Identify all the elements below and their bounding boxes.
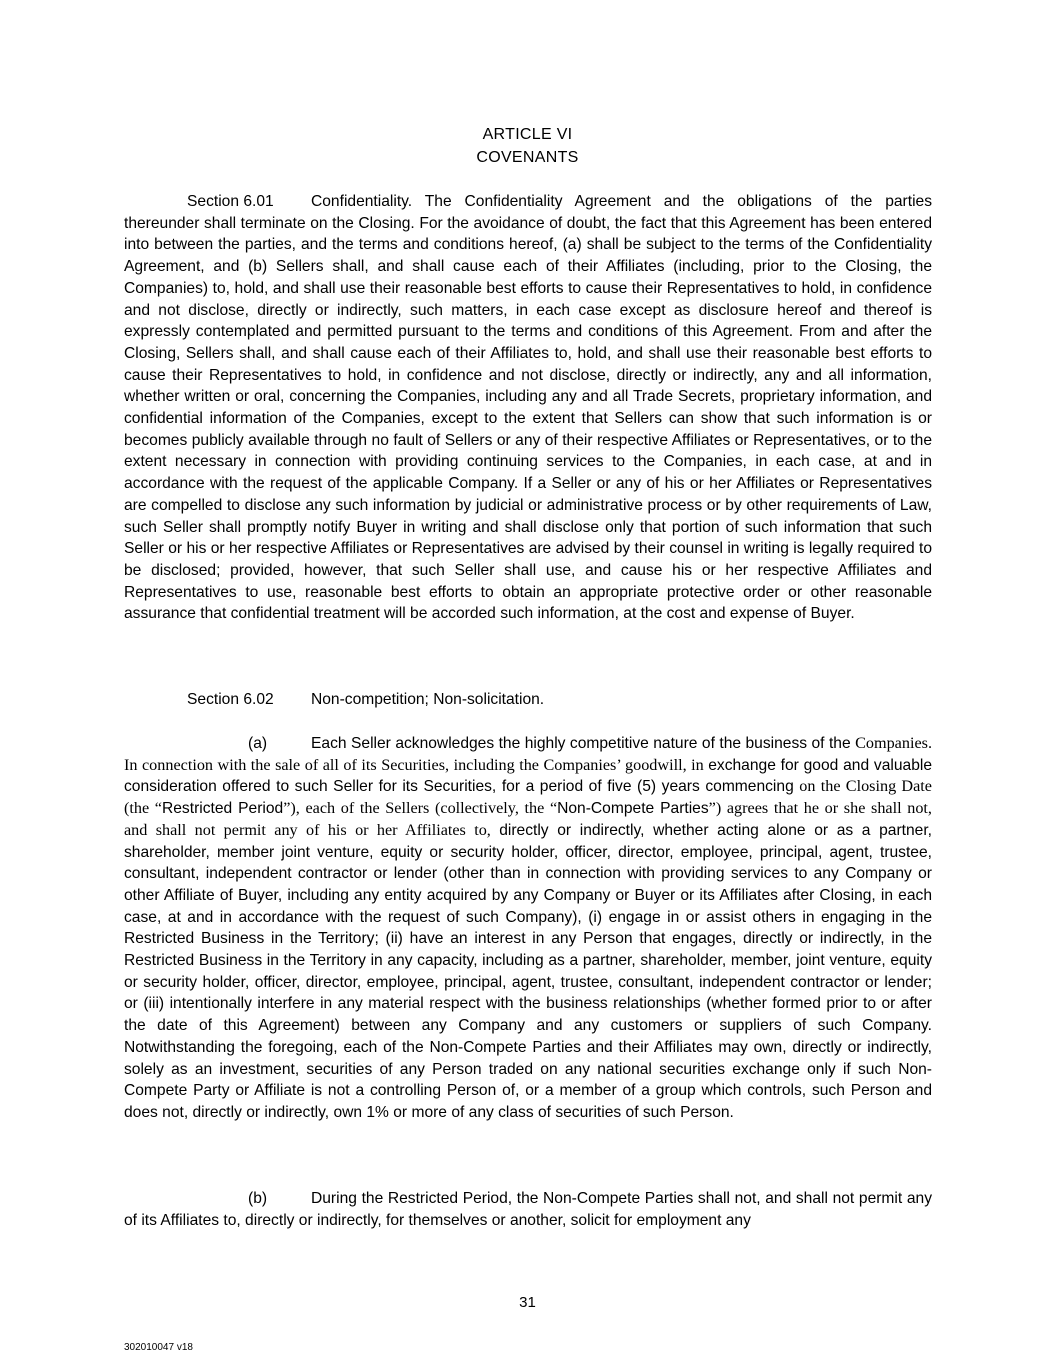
- article-number: ARTICLE VI: [482, 126, 573, 143]
- paragraph-text: During the Restricted Period, the Non-Compete Parties shall not, and shall not permit any of its Affiliates to, directly or indirectly, for themselves or another, solicit for employment any: [124, 1190, 932, 1229]
- paragraph-text: on the Closing Date (the “: [124, 777, 932, 818]
- paragraph-a: [124, 733, 932, 1124]
- article-title: COVENANTS: [476, 149, 579, 166]
- paragraph-label: (b): [248, 1190, 268, 1207]
- section-number: Section 6.02: [187, 691, 274, 708]
- document-id: 302010047 v18: [124, 1342, 193, 1353]
- paragraph-text: Companies. In connection with the sale of all of its Securities, including the Companies’ goodwill, in: [124, 734, 932, 774]
- paragraph-text: Each Seller acknowledges the highly competitive nature of the business of the: [311, 735, 856, 752]
- paragraph-text: directly or indirectly, whether acting alone or as a partner, shareholder, member joint venture, equity or security holder, officer, director, employee, principal, agent, trustee, consultant, independent contractor or lender (other than in connection with providing services to any Company or other Affiliate of Buyer, including any entity acquired by any Company or Buyer or its Affiliates after Closing, in each case, at and in accordance with the request of such Company), (i) engage in or assist others in engaging in the Restricted Business in the Territory; (ii) have an interest in any Person that engages, directly or indirectly, in the Restricted Business in the Territory in any capacity, including as a partner, shareholder, member, joint venture, equity or security holder, officer, director, employee, principal, agent, trustee, consultant, independent contractor or lender; or (iii) intentionally interfere in any material respect with the business relationships (whether formed prior to or after the date of this Agreement) between any Company and any customers or suppliers of such Company. Notwithstanding the foregoing, each of the Non-Compete Parties and their Affiliates may own, directly or indirectly, solely as an investment, securities of any Person traded on any national securities exchange only if such Non-Compete Party or Affiliate is not a controlling Person of, or a member of a group which controls, such Person and does not, directly or indirectly, own 1% or more of any class of securities of such Person.: [124, 821, 932, 1121]
- paragraph-text: ”) agrees that he or she shall not, and shall not permit any of his or her Affiliates to,: [124, 799, 932, 839]
- paragraph-label: (a): [248, 735, 268, 752]
- section-heading: Confidentiality.: [311, 193, 413, 210]
- section-text: The Confidentiality Agreement and the obligations of the parties thereunder shall terminate on the Closing. For the avoidance of doubt, the fact that this Agreement has been entered into between the parties, and the terms and conditions hereof, (a) shall be subject to the terms of the Confidentiality Agreement, and (b) Sellers shall, and shall cause each of their Affiliates (including, prior to the Closing, the Companies) to, hold, and shall use their reasonable best efforts to cause their Representatives to hold, in confidence and not disclose, directly or indirectly, such matters, in each case except as disclosure hereof and thereof is expressly contemplated and permitted pursuant to the terms and conditions of this Agreement. From and after the Closing, Sellers shall, and shall cause each of their Affiliates to, hold, and shall use their reasonable best efforts to cause their Representatives to hold, in confidence and not disclose, directly or indirectly, any and all information, whether written or oral, concerning the Companies, including any and all Trade Secrets, proprietary information, and confidential information of the Companies, except to the extent that Sellers can show that such information is or becomes publicly available through no fault of Sellers or any of their respective Affiliates or Representatives, or to the extent necessary in connection with providing continuing services to the Companies, in each case, at and in accordance with the request of the applicable Company. If a Seller or any of his or her Affiliates or Representatives are compelled to disclose any such information by judicial or administrative process or by other requirements of Law, such Seller shall promptly notify Buyer in writing and shall disclose only that portion of such information that such Seller or his or her respective Affiliates or Representatives are advised by their counsel in writing is legally required to be disclosed; provided, however, that such Seller shall use, and cause his or her respective Affiliates and Representatives to use, reasonable best efforts to obtain an appropriate protective order or other reasonable assurance that confidential treatment will be accorded such information, at the cost and expense of Buyer.: [124, 193, 932, 623]
- section-6-02: [124, 689, 932, 711]
- paragraph-text: exchange for good and valuable consideration offered to such Seller for its Securities, for a period of five (5) years commencing: [124, 756, 933, 796]
- defined-term: Restricted Period: [162, 800, 284, 818]
- defined-term: Non-Compete Parties: [557, 800, 709, 818]
- section-number: Section 6.01: [187, 193, 274, 210]
- page-number: 31: [519, 1294, 536, 1311]
- section-6-01: [124, 191, 932, 625]
- section-heading: Non-competition; Non-solicitation.: [311, 691, 545, 708]
- paragraph-text: ”), each of the Sellers (collectively, the “: [283, 799, 558, 818]
- paragraph-b: [124, 1188, 932, 1231]
